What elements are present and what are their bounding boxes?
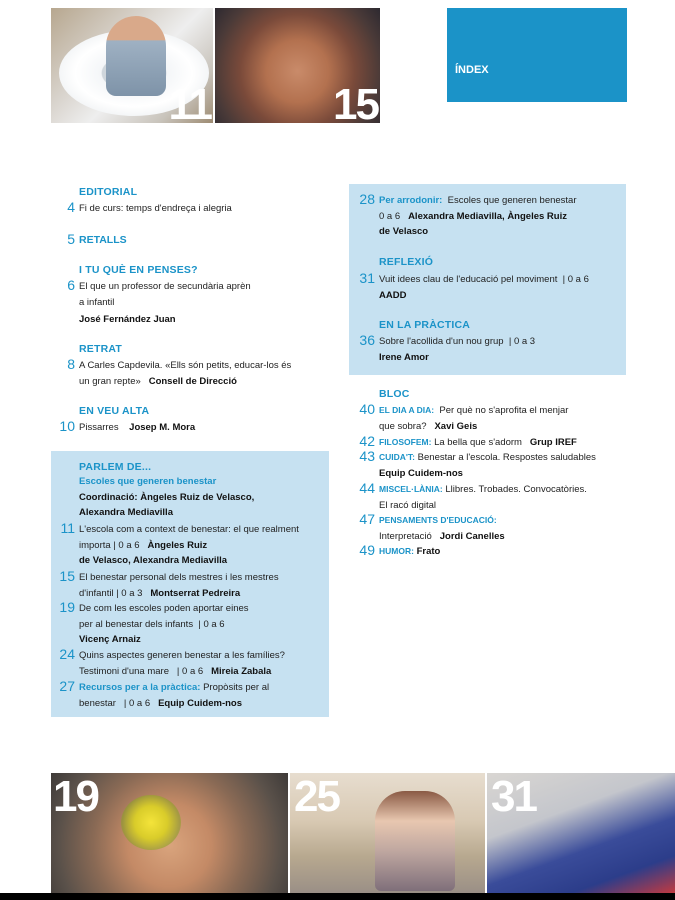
page-number: 6 (67, 277, 75, 293)
entry-retalls (67, 231, 127, 249)
page-number: 31 (359, 270, 375, 286)
entry-bloc-43 (359, 448, 596, 481)
section-practica: EN LA PRÀCTICA (379, 319, 471, 331)
entry-label: CUIDA'T: (379, 452, 416, 462)
page-number: 10 (59, 418, 75, 434)
entry-parlem-15 (59, 568, 279, 601)
entry-bloc-42 (359, 433, 577, 451)
page-number: 47 (359, 511, 375, 527)
entry-bloc-44 (359, 480, 587, 513)
age-range: | 0 a 6 (562, 274, 589, 285)
entry-author: Equip Cuidem-nos (158, 697, 242, 709)
entry-author: Consell de Direcció (148, 375, 237, 387)
photo-page-number: 15 (333, 80, 378, 123)
photo-page-number: 19 (53, 773, 98, 821)
entry-text: Benestar a l'escola. Respostes saludables (417, 452, 596, 463)
photo-children-mats (487, 773, 675, 893)
entry-author: Grup IREF (529, 437, 577, 448)
entry-label: EL DIA A DIA: (379, 405, 435, 415)
parlem-header (79, 474, 254, 521)
entry-bloc-47 (359, 511, 505, 544)
photo-stacked-hands (215, 8, 380, 123)
flower-shape (121, 795, 181, 850)
entry-text: per al benestar dels infants (79, 618, 194, 630)
entry-author: AADD (379, 289, 407, 301)
entry-text: El racó digital (379, 499, 437, 511)
entry-parlem-19 (59, 599, 249, 648)
page-number: 43 (359, 448, 375, 464)
entry-text: que sobra? (379, 420, 427, 432)
entry-author: Àngeles Ruiz (147, 539, 208, 551)
page-number: 27 (59, 678, 75, 694)
entry-label: PENSAMENTS D'EDUCACIÓ: (379, 515, 497, 525)
age-range: 0 a 6 (379, 210, 401, 222)
page-number: 42 (359, 433, 375, 449)
page-number: 4 (67, 199, 75, 215)
entry-author: Frato (416, 546, 441, 557)
entry-text: El que un professor de secundària aprèn (79, 281, 251, 292)
page-number: 24 (59, 646, 75, 662)
entry-text: importa (79, 539, 111, 551)
age-range: | 0 a 6 (113, 539, 140, 551)
entry-bloc-49 (359, 542, 441, 560)
entry-text: Propòsits per al (203, 682, 270, 693)
entry-text: De com les escoles poden aportar eines (79, 603, 249, 614)
section-reflexio: REFLEXIÓ (379, 256, 434, 268)
entry-text: Sobre l'acollida d'un nou grup (379, 336, 504, 347)
entry-label: Per arrodonir: (379, 195, 443, 206)
entry-author: Alexandra Mediavilla, Àngeles Ruiz (408, 210, 567, 222)
entry-label: Recursos per a la pràctica: (79, 682, 201, 693)
page-number: 11 (60, 520, 75, 536)
entry-author: Irene Amor (379, 351, 429, 363)
entry-text: un gran repte» (79, 375, 141, 387)
entry-text: Interpretació (379, 530, 432, 542)
entry-text: La bella que s'adorm (434, 437, 522, 448)
child-figure (106, 16, 166, 96)
entry-reflexio (359, 270, 589, 303)
entry-author: de Velasco, Alexandra Mediavilla (79, 555, 228, 566)
entry-bloc-40 (359, 401, 569, 434)
entry-text: a infantil (79, 296, 115, 308)
entry-author: Josep M. Mora (129, 422, 196, 433)
entry-label: FILOSOFEM: (379, 437, 432, 447)
entry-text: El benestar personal dels mestres i les mestres (79, 572, 279, 583)
entry-author: José Fernández Juan (79, 314, 176, 325)
entry-text: L'escola com a context de benestar: el que realment (79, 524, 299, 535)
photo-hand-flower (51, 773, 288, 893)
entry-text: Escoles que generen benestar (447, 195, 577, 206)
page-number: 19 (59, 599, 75, 615)
entry-enveu (59, 418, 196, 436)
photo-page-number: 31 (491, 773, 536, 821)
index-tab (447, 8, 627, 102)
section-retalls: RETALLS (79, 234, 127, 246)
photo-page-number: 11 (168, 80, 211, 123)
photo-girls-camera (290, 773, 485, 893)
page-number: 44 (359, 480, 375, 496)
parlem-coordination: Alexandra Mediavilla (79, 507, 173, 518)
page-number: 8 (67, 356, 75, 372)
entry-text: Vuit idees clau de l'educació pel moviment (379, 274, 558, 285)
entry-author: Montserrat Pedreira (150, 587, 241, 599)
age-range: | 0 a 3 (116, 587, 143, 599)
entry-tuque (67, 277, 251, 328)
index-label: ÍNDEX (455, 64, 489, 76)
section-bloc: BLOC (379, 388, 410, 400)
section-editorial: EDITORIAL (79, 186, 138, 198)
page-number: 15 (59, 568, 75, 584)
entry-author: de Velasco (379, 226, 429, 237)
entry-parlem-11 (60, 520, 299, 569)
entry-arrodonir (359, 191, 577, 240)
page-number: 36 (359, 332, 375, 348)
entry-author: Mireia Zabala (211, 665, 272, 677)
entry-retrat (67, 356, 292, 389)
entry-label: MISCEL·LÀNIA: (379, 484, 443, 494)
entry-author: Vicenç Arnaiz (79, 634, 141, 645)
page-number: 49 (359, 542, 375, 558)
entry-text: d'infantil (79, 587, 114, 599)
age-range: | 0 a 3 (508, 336, 536, 347)
entry-author: Xavi Geis (434, 420, 478, 432)
entry-label: HUMOR: (379, 546, 414, 556)
age-range: | 0 a 6 (198, 618, 225, 630)
girls-figures (375, 791, 455, 891)
section-retrat: RETRAT (79, 343, 123, 355)
entry-text: Testimoni d'una mare (79, 665, 169, 677)
photo-page-number: 25 (294, 773, 339, 821)
entry-author: Jordi Canelles (439, 530, 505, 542)
entry-text: Llibres. Trobades. Convocatòries. (445, 484, 587, 495)
entry-text: Fi de curs: temps d'endreça i alegria (79, 203, 232, 214)
page-number: 40 (359, 401, 375, 417)
page-number: 5 (67, 231, 75, 247)
entry-text: Quins aspectes generen benestar a les famílies? (79, 650, 285, 661)
parlem-coordination: Coordinació: Àngeles Ruiz de Velasco, (79, 491, 255, 503)
entry-editorial (67, 199, 232, 217)
section-tuque: I TU QUÈ EN PENSES? (79, 264, 198, 276)
entry-text: A Carles Capdevila. «Ells són petits, educar-los és (79, 360, 292, 371)
section-parlem: PARLEM DE... (79, 461, 152, 473)
parlem-subtitle: Escoles que generen benestar (79, 476, 217, 487)
age-range: | 0 a 6 (176, 665, 204, 677)
entry-practica (359, 332, 536, 365)
entry-parlem-27 (59, 678, 270, 711)
page-number: 28 (359, 191, 375, 207)
entry-text: Pissarres (79, 422, 119, 433)
entry-text: benestar (79, 697, 116, 709)
photo-child-ring (51, 8, 213, 123)
entry-text: Per què no s'aprofita el menjar (439, 405, 569, 416)
age-range: | 0 a 6 (123, 697, 151, 709)
section-enveu: EN VEU ALTA (79, 405, 150, 417)
entry-author: Equip Cuidem-nos (379, 467, 463, 479)
entry-parlem-24 (59, 646, 285, 679)
